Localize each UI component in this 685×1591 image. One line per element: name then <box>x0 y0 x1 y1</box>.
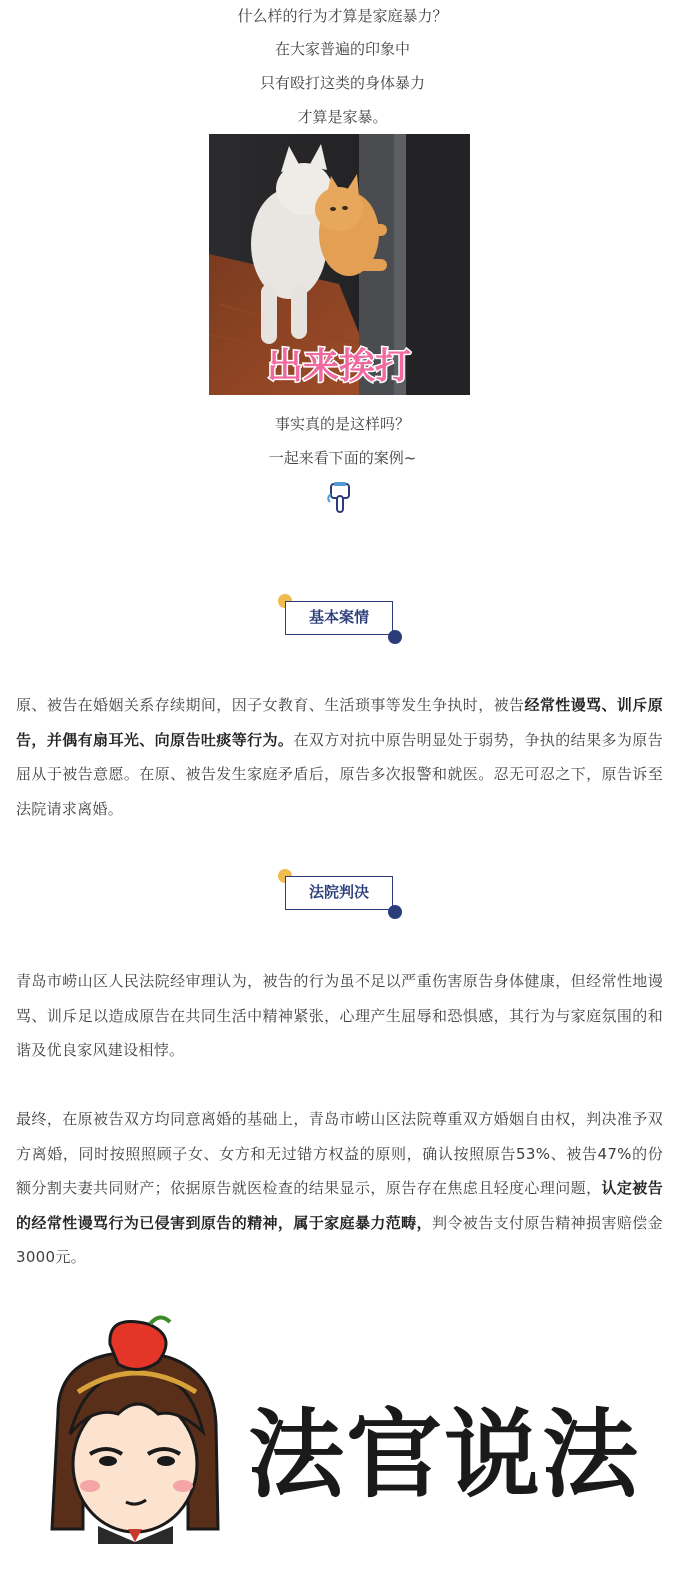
intro-line: 什么样的行为才算是家庭暴力？ <box>237 7 448 25</box>
intro-line: 才算是家暴。 <box>297 108 388 126</box>
question-line: 一起来看下面的案例~ <box>268 449 417 467</box>
text-span: 在双方对抗中原告明显处于弱势，争执的结果多为原告屈从于被告意愿。在原、被告发生家庭矛盾后，原告多次报警和就医。忍无可忍之下，原告诉至法院请求离婚。 <box>16 730 664 818</box>
ruling-reason-paragraph: 青岛市崂山区人民法院经审理认为，被告的行为虽不足以严重伤害原告身体健康，但经常性地谩骂、训斥足以造成原告在共同生活中精神紧张，心理产生屈辱和恐惧感，其行为与家庭氛围的和谐及优良家风建设相悖。 <box>16 972 663 1059</box>
decor-dot-navy <box>388 630 402 644</box>
bold-text-span: 认定被告的经常性谩骂行为已侵害到原告的精神，属于家庭暴力范畴， <box>16 1179 664 1232</box>
case-facts-paragraph <box>16 688 663 826</box>
section-title-basic-facts: 基本案情 <box>285 601 393 635</box>
cat-meme-image <box>209 134 470 395</box>
text-span: 判令被告支付原告精神损害赔偿金3000元。 <box>16 1213 663 1266</box>
decor-dot-navy <box>388 905 402 919</box>
meme-caption: 出来挨打 <box>266 346 412 387</box>
question-line: 事实真的是这样吗？ <box>274 415 410 433</box>
intro-line: 在大家普遍的印象中 <box>274 40 410 58</box>
section-title-court-ruling: 法院判决 <box>285 876 393 910</box>
intro-line: 只有殴打这类的身体暴力 <box>259 74 425 92</box>
cat-meme-illustration <box>209 134 470 395</box>
text-span: 最终，在原被告双方均同意离婚的基础上，青岛市崂山区法院尊重双方婚姻自由权，判决准予双方离婚，同时按照照顾子女、女方和无过错方权益的原则，确认按照原告53%、被告47%的份额分割夫妻共同财产；依据原告就医检查的结果显示，原告存在焦虑且轻度心理问题， <box>16 1110 663 1197</box>
text-span: 原、被告在婚姻关系存续期间，因子女教育、生活琐事等发生争执时，被告 <box>16 696 525 714</box>
ruling-result-paragraph <box>16 1102 663 1275</box>
judge-avatar-icon <box>38 1314 258 1544</box>
bold-text-span: 经常性谩骂、训斥原告，并偶有扇耳光、向原告吐痰等行为。 <box>16 696 663 749</box>
pointing-down-icon <box>322 480 358 516</box>
banner-title: 法官说法 <box>248 1399 640 1511</box>
